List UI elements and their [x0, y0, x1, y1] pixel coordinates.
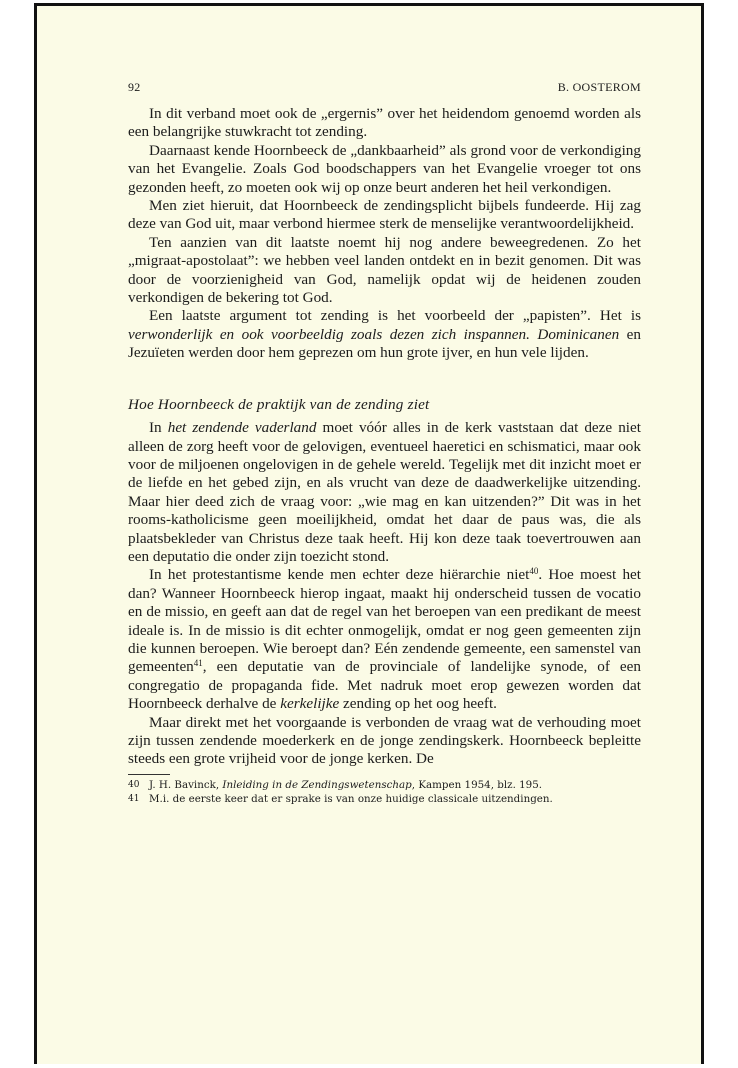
- paragraph-text: Daarnaast kende Hoornbeeck de „dankbaarheid” als grond voor de verkondiging van het Evangelie. Zoals God boodschappers van het Evangelie vroeger tot ons gezonden heeft, zo moeten ook wij op onze beurt anderen het heil verkondigen.: [128, 141, 641, 196]
- running-head: [128, 78, 641, 96]
- footnote-text: [149, 778, 542, 792]
- paragraph: [128, 419, 641, 566]
- paragraph: [128, 197, 641, 234]
- paragraph-text: moet vóór alles in de kerk vaststaan dat deze niet alleen de zorg heeft voor de gelovigen, eventueel haeretici en schismatici, maar ook voor de miljoenen ongelovigen in de gehele wereld. Tegelijk met dit inzicht moet er de liefde en het gebed zijn, en als vrucht van deze de daadwerkelijke uitzending. Maar hier deed zich de vraag voor: „wie mag en kan uitzenden?” Dit was in het rooms-katholicisme geen moeilijkheid, omdat het daar de paus was, die als plaatsbekleder van Christus deze taak heeft. Hij kon deze taak toevertrouwen aan een deputatio die onder zijn toezicht stond.: [128, 419, 641, 565]
- paragraph: [128, 307, 641, 362]
- paragraph-text: en Jezuïeten werden door hem geprezen om hun grote ijver, en hun vele lijden.: [128, 325, 641, 362]
- paragraph-text: zending op het oog heeft.: [339, 695, 497, 713]
- paragraph: [128, 234, 641, 308]
- paragraph-text: Maar direkt met het voorgaande is verbonden de vraag wat de verhouding moet zijn tussen zendende moederkerk en de jonge zendingskerk. Hoornbeeck bepleitte steeds een grote vrijheid voor de jonge kerken. De: [128, 713, 641, 768]
- paragraph-text: Ten aanzien van dit laatste noemt hij nog andere beweegredenen. Zo het „migraat-apostolaat”: we hebben veel landen ontdekt en in bezit genomen. Dit was door de voorzienigheid van God, namelijk opdat wij de heidenen zouden verkondigen de bekering tot God.: [128, 233, 641, 307]
- paragraph-text: , een deputatie van de provinciale of landelijke synode, of een congregatio de propaganda fide. Met nadruk moet erop gewezen worden dat Hoornbeeck derhalve de: [128, 658, 641, 713]
- footnote-number: 40: [128, 779, 140, 790]
- paragraph-text: . Hoe moest het dan? Wanneer Hoornbeeck hierop ingaat, maakt hij onderscheid tussen de vocatio en de missio, en geeft aan dat de regel van het beroepen van een predikant de meest ideale is. In de missio is dit echter onmogelijk, omdat er nog geen gemeenten zijn die kunnen beroepen. Wie beroept dan? Eén zendende gemeente, een samenstel van gemeenten: [128, 566, 641, 676]
- page-content: [128, 78, 641, 806]
- running-head-author: B. OOSTEROM: [557, 80, 641, 94]
- paragraph-text: In: [149, 419, 168, 437]
- footnote-number: 41: [128, 793, 140, 804]
- footnote-book-title: Inleiding in de Zendingswetenschap: [222, 778, 412, 791]
- italic-text: het zendende vaderland: [167, 419, 317, 437]
- page-number: 92: [128, 80, 141, 94]
- footnote-40: [128, 778, 641, 792]
- paragraph: [128, 566, 641, 713]
- paragraph: [128, 105, 641, 142]
- paragraph-text: In dit verband moet ook de „ergernis” over het heidendom genoemd worden als een belangrijke stuwkracht tot zending.: [128, 105, 641, 141]
- paragraph-text: In het protestantisme kende men echter deze hiërarchie niet: [149, 566, 530, 584]
- paragraph-text: Men ziet hieruit, dat Hoornbeeck de zendingsplicht bijbels fundeerde. Hij zag deze van God uit, maar verbond hiermee sterk de menselijke verantwoordelijkheid.: [128, 197, 641, 233]
- paragraph-text: Een laatste argument tot zending is het voorbeeld der „papisten”. Het is: [149, 307, 641, 325]
- italic-text: kerkelijke: [280, 695, 340, 713]
- footnote-text-part: J. H. Bavinck,: [149, 778, 223, 791]
- paragraph: [128, 142, 641, 197]
- scanned-page: [34, 3, 704, 1064]
- italic-text: verwonderlijk en ook voorbeeldig zoals dezen zich inspannen. Dominicanen: [128, 325, 620, 343]
- footnote-text-part: , Kampen 1954, blz. 195.: [411, 778, 543, 791]
- footnote-ref-40[interactable]: 40: [529, 566, 539, 577]
- footnote-41: [128, 792, 641, 806]
- section-heading: Hoe Hoornbeeck de praktijk van de zending ziet: [128, 395, 430, 413]
- footnote-divider: [128, 774, 170, 775]
- paragraph: [128, 714, 641, 769]
- footnote-text: M.i. de eerste keer dat er sprake is van onze huidige classicale uitzendingen.: [149, 792, 553, 805]
- footnote-ref-41[interactable]: 41: [193, 658, 203, 669]
